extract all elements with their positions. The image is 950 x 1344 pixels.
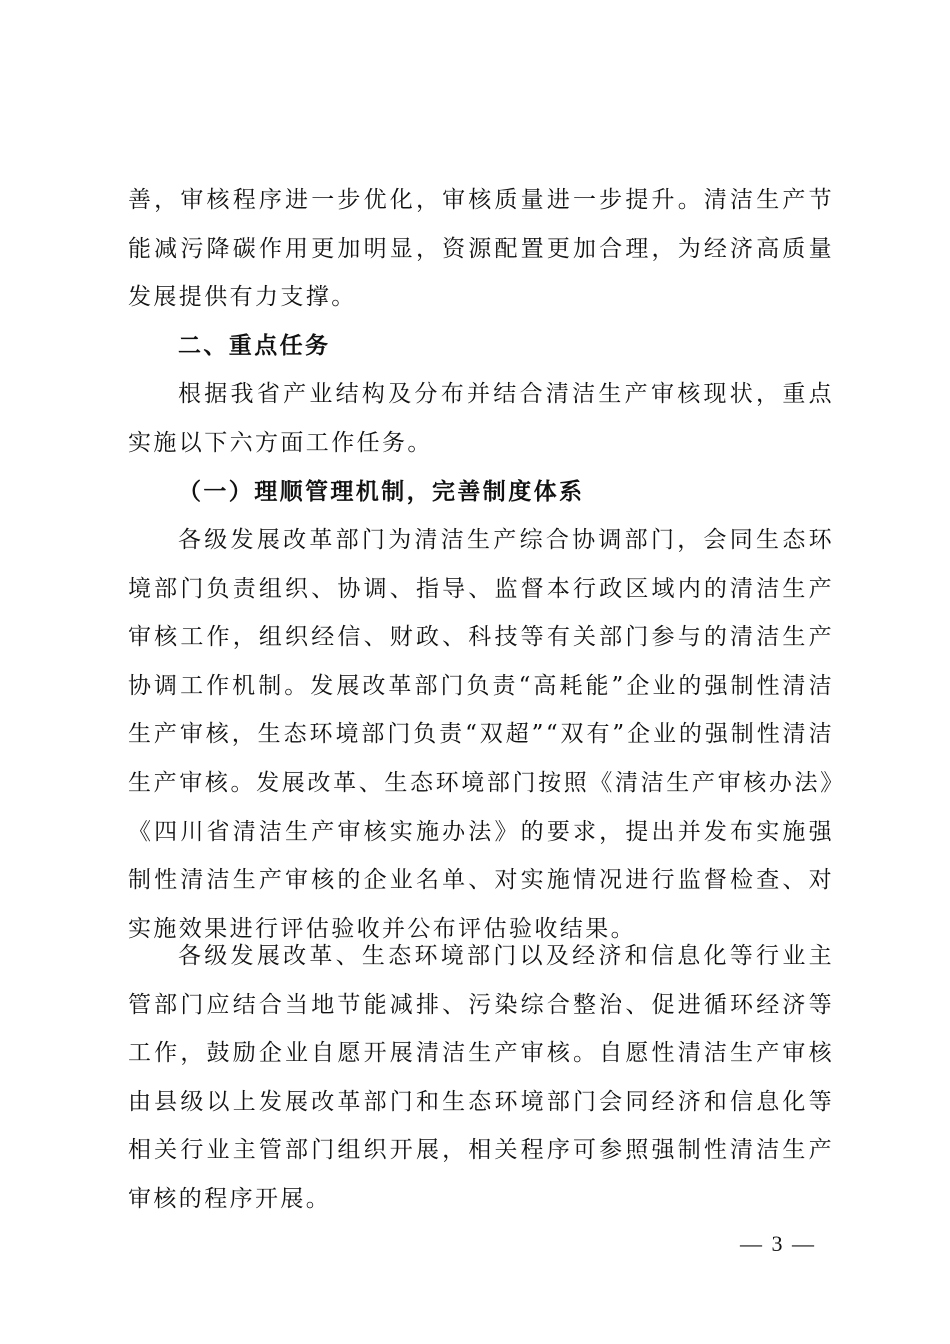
paragraph-text-3: 根据我省产业结构及分布并结合清洁生产审核现状，重点实施以下六方面工作任务。 xyxy=(128,381,834,456)
section-heading-key-tasks xyxy=(128,322,834,371)
heading-key-tasks: 二、重点任务 xyxy=(178,333,331,359)
paragraph-voluntary-audit xyxy=(128,932,834,1224)
page-number: — 3 — xyxy=(740,1231,816,1256)
paragraph-text-6: 各级发展改革、生态环境部门以及经济和信息化等行业主管部门应结合当地节能减排、污染综合整治、促进循环经济等工作，鼓励企业自愿开展清洁生产审核。自愿性清洁生产审核由县级以上发展改革部门和生态环境部门会同经济和信息化等相关行业主管部门组织开展，相关程序可参照强制性清洁生产审核的程序开展。 xyxy=(128,943,834,1212)
heading-management-mechanism: （一）理顺管理机制，完善制度体系 xyxy=(178,479,585,505)
paragraph-management-duties xyxy=(128,516,834,953)
paragraph-task-overview xyxy=(128,370,834,467)
paragraph-text-1: 善，审核程序进一步优化，审核质量进一步提升。清洁生产节能减污降碳作用更加明显，资源配置更加合理，为经济高质量发展提供有力支撑。 xyxy=(128,187,834,311)
paragraph-text-5: 各级发展改革部门为清洁生产综合协调部门，会同生态环境部门负责组织、协调、指导、监督本行政区域内的清洁生产审核工作，组织经信、财政、科技等有关部门参与的清洁生产协调工作机制。发展改革部门负责“高耗能”企业的强制性清洁生产审核，生态环境部门负责“双超”“双有”企业的强制性清洁生产审核。发展改革、生态环境部门按照《清洁生产审核办法》《四川省清洁生产审核实施办法》的要求，提出并发布实施强制性清洁生产审核的企业名单、对实施情况进行监督检查、对实施效果进行评估验收并公布评估验收结果。 xyxy=(128,527,834,942)
subsection-heading-management-mechanism xyxy=(128,468,834,517)
paragraph-continuation xyxy=(128,176,834,322)
